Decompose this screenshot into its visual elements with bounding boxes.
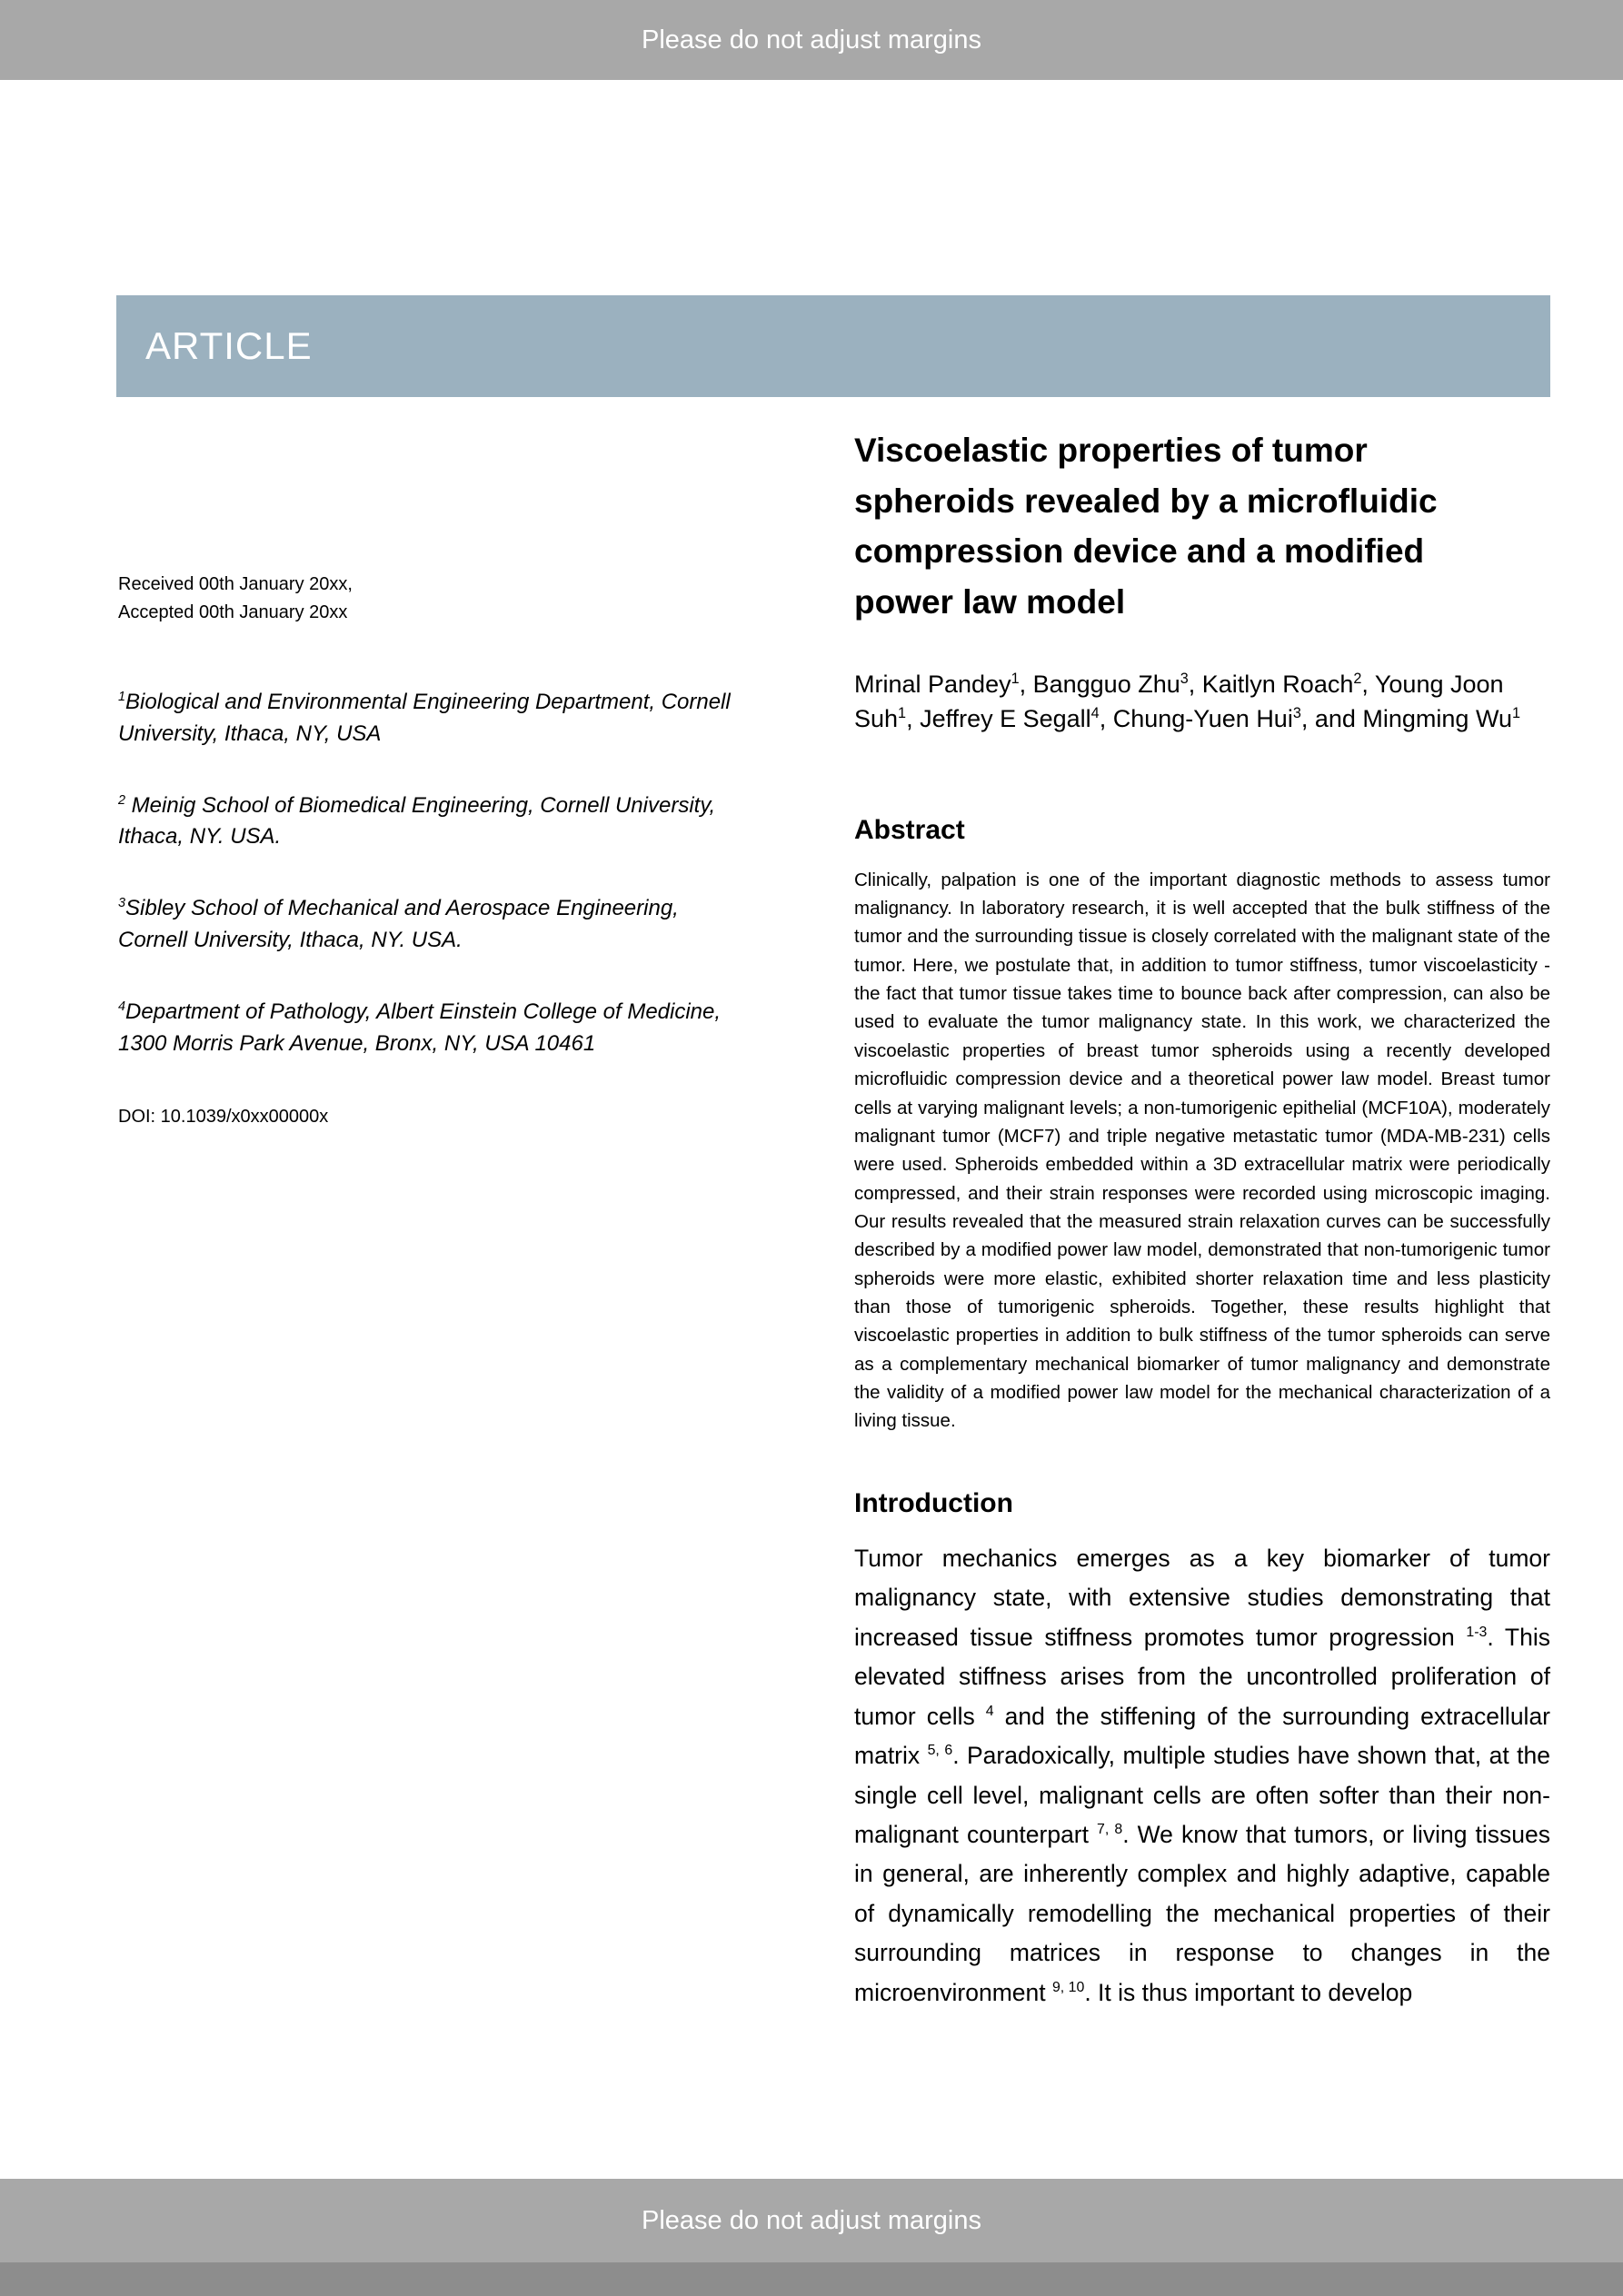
left-sidebar-column [118, 571, 754, 1128]
introduction-text: Tumor mechanics emerges as a key biomarker of tumor malignancy state, with extensive studies demonstrating that increased tissue stiffness promotes tumor progression $^{1-3}$. This elevated stiffness arises from the uncontrolled proliferation of tumor cells $^4$ and the stiffening of the surrounding extracellular matrix $^{5, 6}$. Paradoxically, multiple studies have shown that, at the single cell level, malignant cells are often softer than their non-malignant counterpart $^{7, 8}$. We know that tumors, or living tissues in general, are inherently complex and highly adaptive, capable of dynamically remodelling the mechanical properties of their surrounding matrices in response to changes in the microenvironment $^{9, 10}$. It is thus important to develop [854, 1544, 1551, 2006]
abstract-heading: Abstract [854, 814, 965, 845]
author-list: Mrinal Pandey$^1$, Bangguo Zhu$^3$, Kaitlyn Roach$^2$, Young Joon Suh$^1$, Jeffrey E Segall$^4$, Chung-Yuen Hui$^3$, and Mingming Wu$^1$ [854, 671, 1520, 733]
received-accepted-dates [118, 571, 754, 627]
introduction-heading: Introduction [854, 1487, 1013, 1518]
doi-text: DOI: 10.1039/x0xx00000x [118, 1107, 329, 1128]
affiliation-item-3: $^3$Sibley School of Mechanical and Aerospace Engineering, Cornell University, Ithaca, NY. USA. [118, 896, 679, 952]
page-edge-strip [0, 2262, 1623, 2296]
bottom-margin-bar [0, 2179, 1623, 2262]
top-margin-notice: Please do not adjust margins [642, 25, 981, 55]
article-type-label: ARTICLE [145, 324, 313, 367]
accepted-date: Accepted 00th January 20xx [118, 602, 348, 622]
bottom-margin-notice: Please do not adjust margins [642, 2205, 981, 2235]
article-type-band [116, 295, 1550, 397]
affiliation-list [118, 687, 754, 1059]
affiliation-item-1: $^1$Biological and Environmental Engineering Department, Cornell University, Ithaca, NY, USA [118, 690, 731, 746]
affiliation-item-4: $^4$Department of Pathology, Albert Einstein College of Medicine, 1300 Morris Park Avenue, Bronx, NY, USA 10461 [118, 999, 722, 1056]
affiliation-item-2: $^2$ Meinig School of Biomedical Engineering, Cornell University, Ithaca, NY. USA. [118, 792, 716, 850]
paper-title: Viscoelastic properties of tumor spheroids revealed by a microfluidic compression device and a modified power law model [854, 432, 1438, 621]
abstract-text: Clinically, palpation is one of the important diagnostic methods to assess tumor malignancy. In laboratory research, it is well accepted that the bulk stiffness of the tumor and the surrounding tissue is closely correlated with the malignant state of the tumor. Here, we postulate that, in addition to tumor stiffness, tumor viscoelasticity - the fact that tumor tissue takes time to bounce back after compression, can also be used to evaluate the tumor malignancy state. In this work, we characterized the viscoelastic properties of breast tumor spheroids using a recently developed microfluidic compression device and a theoretical power law model. Breast tumor cells at varying malignant levels; a non-tumorigenic epithelial (MCF10A), moderately malignant tumor (MCF7) and triple negative metastatic tumor (MDA-MB-231) cells were used. Spheroids embedded within a 3D extracellular matrix were periodically compressed, and their strain responses were recorded using microscopic imaging. Our results revealed that the measured strain relaxation curves can be successfully described by a modified power law model, demonstrated that non-tumorigenic tumor spheroids were more elastic, exhibited shorter relaxation time and less plasticity than those of tumorigenic spheroids. Together, these results highlight that viscoelastic properties in addition to bulk stiffness of the tumor spheroids can serve as a complementary mechanical biomarker of tumor malignancy and demonstrate the validity of a modified power law model for the mechanical characterization of a living tissue. [854, 869, 1550, 1432]
top-margin-bar [0, 0, 1623, 80]
received-date: Received 00th January 20xx, [118, 574, 353, 594]
main-article-column [854, 425, 1550, 2013]
